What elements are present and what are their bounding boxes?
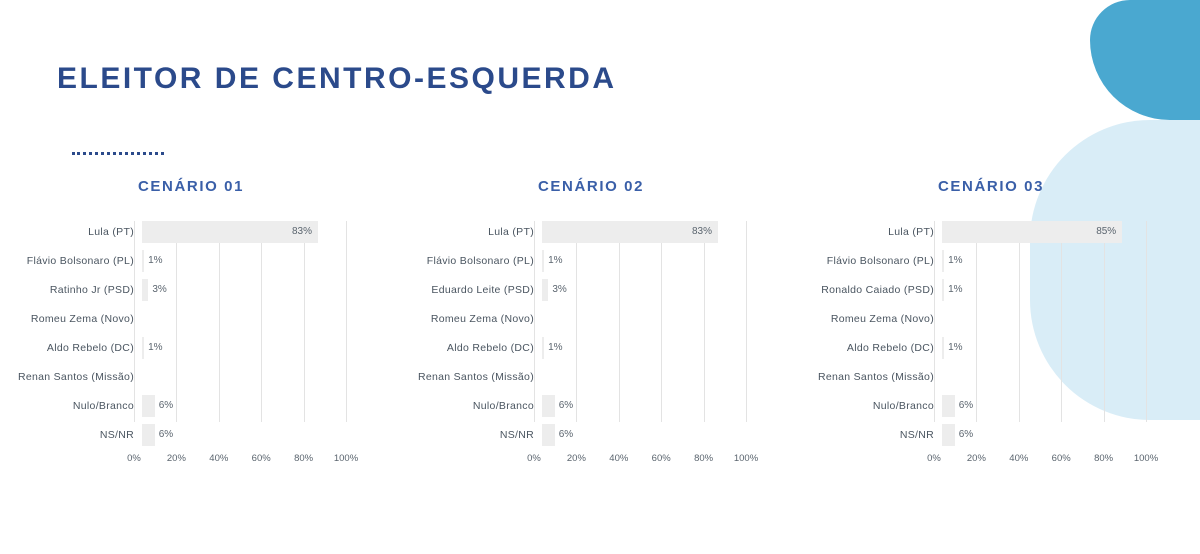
axis-tick-label: 60%: [1051, 453, 1071, 464]
chart-row: [408, 250, 800, 272]
chart-row: [8, 395, 400, 417]
bar-category-label: NS/NR: [99, 429, 134, 441]
bar-category-label: Ratinho Jr (PSD): [49, 284, 134, 296]
x-axis: [127, 453, 359, 471]
bar-value-label: 6%: [558, 400, 574, 411]
axis-tick-label: 100%: [733, 453, 759, 464]
bar: [142, 279, 148, 301]
bar-track: [142, 337, 354, 359]
axis-tick-label: 60%: [251, 453, 271, 464]
bar-track: [942, 395, 1154, 417]
chart-row: [808, 424, 1200, 446]
bar: [542, 337, 544, 359]
bar-value-label: 6%: [558, 429, 574, 440]
bar: [942, 221, 1122, 243]
bar-category-label: Romeu Zema (Novo): [430, 313, 534, 325]
bar-track: [942, 337, 1154, 359]
bar-category-label: Lula (PT): [888, 226, 934, 238]
bar-category-label: Renan Santos (Missão): [817, 371, 934, 383]
bar-category-label: Flávio Bolsonaro (PL): [826, 255, 934, 267]
bar-value-label: 6%: [158, 400, 174, 411]
bar-track: [942, 221, 1154, 243]
chart-row: [408, 366, 800, 388]
bar-track: [142, 308, 354, 330]
bar-track: [942, 279, 1154, 301]
chart-row: [8, 337, 400, 359]
chart-row: [408, 308, 800, 330]
bar-track: [542, 250, 754, 272]
bar-track: [142, 221, 354, 243]
bar-value-label: 6%: [158, 429, 174, 440]
chart-row: [808, 395, 1200, 417]
bar-value-label: 1%: [548, 342, 563, 353]
bar-track: [942, 424, 1154, 446]
bar: [142, 250, 144, 272]
bar-track: [542, 337, 754, 359]
bar-category-label: Aldo Rebelo (DC): [46, 342, 134, 354]
bar-category-label: Romeu Zema (Novo): [830, 313, 934, 325]
bar: [142, 424, 155, 446]
chart-row: [408, 395, 800, 417]
bar-category-label: Flávio Bolsonaro (PL): [26, 255, 134, 267]
chart-rows: [0, 221, 400, 446]
bar-category-label: Romeu Zema (Novo): [30, 313, 134, 325]
bar-track: [142, 366, 354, 388]
bar-category-label: Nulo/Branco: [472, 400, 534, 412]
chart-row: [8, 366, 400, 388]
bar-category-label: Lula (PT): [88, 226, 134, 238]
bar-track: [542, 221, 754, 243]
chart-row: [808, 366, 1200, 388]
bar: [942, 250, 944, 272]
axis-tick-label: 60%: [651, 453, 671, 464]
bar-value-label: 1%: [148, 342, 163, 353]
chart-title: CENÁRIO 02: [537, 178, 645, 195]
axis-tick-label: 100%: [1133, 453, 1159, 464]
bar: [142, 395, 155, 417]
chart-row: [808, 337, 1200, 359]
bar-track: [542, 424, 754, 446]
chart-row: [8, 424, 400, 446]
axis-tick-label: 0%: [127, 453, 141, 464]
bar-value-label: 85%: [1096, 226, 1117, 237]
bar-track: [542, 279, 754, 301]
chart-title: CENÁRIO 03: [937, 178, 1045, 195]
bar: [942, 424, 955, 446]
bar: [942, 395, 955, 417]
chart-block: [0, 178, 400, 471]
chart-block: [400, 178, 800, 471]
axis-tick-label: 0%: [927, 453, 941, 464]
bar-track: [142, 424, 354, 446]
bar-category-label: Renan Santos (Missão): [17, 371, 134, 383]
chart-title: CENÁRIO 01: [137, 178, 245, 195]
x-axis: [527, 453, 759, 471]
bar-category-label: Aldo Rebelo (DC): [846, 342, 934, 354]
bar-value-label: 3%: [552, 284, 567, 295]
bar-track: [542, 308, 754, 330]
bar-category-label: Renan Santos (Missão): [417, 371, 534, 383]
bar-track: [942, 366, 1154, 388]
bar-category-label: Flávio Bolsonaro (PL): [426, 255, 534, 267]
axis-tick-label: 20%: [166, 453, 186, 464]
bar-value-label: 3%: [152, 284, 167, 295]
bar: [542, 395, 555, 417]
bar-category-label: Eduardo Leite (PSD): [431, 284, 534, 296]
axis-tick-label: 80%: [294, 453, 314, 464]
bar: [542, 424, 555, 446]
bar-value-label: 6%: [958, 400, 974, 411]
bar: [542, 279, 548, 301]
chart-row: [8, 279, 400, 301]
bar-category-label: NS/NR: [899, 429, 934, 441]
bar-track: [942, 308, 1154, 330]
page-title: ELEITOR DE CENTRO-ESQUERDA: [57, 62, 617, 95]
chart-row: [808, 279, 1200, 301]
chart-rows: [400, 221, 800, 446]
bar: [542, 250, 544, 272]
bar-value-label: 83%: [291, 226, 312, 237]
axis-tick-label: 40%: [1009, 453, 1029, 464]
axis-tick-label: 80%: [694, 453, 714, 464]
chart-rows: [800, 221, 1200, 446]
bar: [142, 337, 144, 359]
bar-value-label: 1%: [948, 255, 963, 266]
bar: [942, 279, 944, 301]
bar-value-label: 1%: [148, 255, 163, 266]
chart-row: [408, 337, 800, 359]
bar-track: [542, 395, 754, 417]
bar-value-label: 1%: [948, 342, 963, 353]
chart-row: [408, 424, 800, 446]
bar-value-label: 83%: [691, 226, 712, 237]
bar-track: [142, 395, 354, 417]
charts-container: [0, 178, 1200, 471]
bar-track: [142, 279, 354, 301]
bar-value-label: 6%: [958, 429, 974, 440]
axis-tick-label: 0%: [527, 453, 541, 464]
chart-row: [808, 221, 1200, 243]
bar-value-label: 1%: [948, 284, 963, 295]
bar: [942, 337, 944, 359]
chart-row: [8, 250, 400, 272]
bar-category-label: Nulo/Branco: [872, 400, 934, 412]
bar-track: [942, 250, 1154, 272]
axis-tick-label: 20%: [966, 453, 986, 464]
bar-value-label: 1%: [548, 255, 563, 266]
bar-track: [142, 250, 354, 272]
chart-row: [408, 279, 800, 301]
dotted-divider: [72, 152, 164, 158]
axis-tick-label: 100%: [333, 453, 359, 464]
decorative-shape-dark: [1090, 0, 1200, 120]
bar-category-label: NS/NR: [499, 429, 534, 441]
bar-category-label: Nulo/Branco: [72, 400, 134, 412]
bar-category-label: Aldo Rebelo (DC): [446, 342, 534, 354]
chart-row: [808, 250, 1200, 272]
axis-tick-label: 40%: [209, 453, 229, 464]
axis-tick-label: 20%: [566, 453, 586, 464]
chart-row: [808, 308, 1200, 330]
axis-tick-label: 80%: [1094, 453, 1114, 464]
bar-track: [542, 366, 754, 388]
axis-tick-label: 40%: [609, 453, 629, 464]
bar-category-label: Lula (PT): [488, 226, 534, 238]
chart-row: [8, 221, 400, 243]
chart-row: [8, 308, 400, 330]
chart-block: [800, 178, 1200, 471]
bar-category-label: Ronaldo Caiado (PSD): [821, 284, 934, 296]
chart-row: [408, 221, 800, 243]
x-axis: [927, 453, 1159, 471]
